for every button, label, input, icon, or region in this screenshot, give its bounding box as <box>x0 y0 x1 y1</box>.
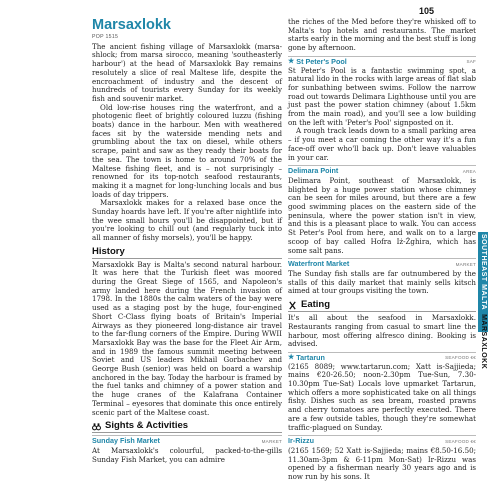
waterfront-market-entry <box>288 258 476 296</box>
binoculars-icon <box>92 422 101 431</box>
eating-heading <box>288 301 476 312</box>
waterfront-market-name: Waterfront Market <box>288 259 350 269</box>
eating-intro: It's all about the seafood in Marsaxlokk. Restaurants ranging from casual to smart line the harbour, most offering alfresco dining. Booking is advised. <box>288 313 476 349</box>
ir-rizzu-entry <box>288 435 476 482</box>
tartarun-name: Tartarun <box>296 352 325 362</box>
st-peters-pool-text-2: A rough track leads down to a small parking area – if you meet a car coming the other way it's a fun face-off over who'll back up. Don't leave valuables in your car. <box>288 126 476 162</box>
delimara-point-text: Delimara Point, southeast of Marsaxlokk, is blighted by a huge power station whose chimney can be seen for miles around, but there are a few good swimming places on the eastern side of the peninsula, where the power station isn't in view, and this is a pleasant place to walk. You can access St Peter's Pool from here, and walk on to a large scoop of bay called Hofra Iż-Żghira, which has some salt pans. <box>288 175 476 255</box>
delimara-point-name: Delimara Point <box>288 166 339 176</box>
ir-rizzu-tag: SEAFOOD €€ <box>445 439 476 445</box>
intro-paragraph-2: Old low-rise houses ring the waterfront, and a photogenic fleet of brightly coloured luzzu (fishing boats) dance in the harbour. Men with weathered faces sit by the waterside mending nets and grumbling about the tax on diesel, while others scrape, paint and saw as they ready their boats for the sea. The town is home to around 70% of the Maltese fishing fleet, and is – not surprisingly – renowned for its top-notch seafood restaurants, making it a magnet for long-lunching locals and bus loads of day trippers. <box>92 102 282 199</box>
st-peters-pool-text-1: St Peter's Pool is a fantastic swimming spot, a natural lido in the rocks with large areas of flat slab for sunbathing between swims. Follow the narrow road out towards Delimara Lighthouse until you are just past the power station chimney (about 1.5km from the main road), and you'll see a low building on the left with 'Peter's Pool' signposted on it. <box>288 65 476 127</box>
tartarun-text: (2165 8089; www.tartarun.com; Xatt is-Sajjieda; mains €20-26.50; noon-2.30pm Tue-Sun, 7.30-10.30pm Tue-Sat) Locals love upmarket Tartarun, which offers a more sophisticated take on all things fishy. Dishes such as sea bream, roasted prawns and cherry tomatoes are perfectly executed. There are a few outside tables, though they're somewhat traffic-plagued on Sunday. <box>288 361 476 432</box>
sunday-fish-market-tag: MARKET <box>261 439 282 445</box>
left-column <box>92 18 282 464</box>
side-tab-town: MARSAXLOKK <box>480 314 487 370</box>
st-peters-pool-entry <box>288 56 476 162</box>
tartarun-entry <box>288 352 476 432</box>
population-label: POP 1515 <box>92 34 119 40</box>
fork-knife-icon <box>288 301 297 310</box>
waterfront-market-text: The Sunday fish stalls are far outnumbered by the stalls of this daily market that mainly sells kitsch aimed at tour groups visiting the town. <box>288 268 476 296</box>
sunday-fish-market-name: Sunday Fish Market <box>92 436 160 446</box>
page-number: 105 <box>418 6 434 16</box>
side-tab-region: SOUTHEAST MALTA <box>480 234 487 311</box>
sights-heading-label: Sights & Activities <box>105 420 189 432</box>
market-continuation: the riches of the Med before they're whisked off to Malta's top hotels and restaurants. The market starts early in the morning and the best stuff is long gone by afternoon. <box>288 17 476 53</box>
delimara-point-tag: AREA <box>462 169 476 175</box>
st-peters-pool-tag: SAF <box>466 58 476 64</box>
history-heading: History <box>92 248 282 259</box>
section-side-tab <box>478 232 488 472</box>
top-choice-star-icon: ★ <box>288 353 295 361</box>
delimara-point-entry <box>288 165 476 255</box>
sunday-fish-market-text: At Marsaxlokk's colourful, packed-to-the-gills Sunday Fish Market, you can admire <box>92 445 282 464</box>
waterfront-market-tag: MARKET <box>455 262 476 268</box>
eating-heading-label: Eating <box>301 299 331 311</box>
right-column <box>288 18 476 482</box>
history-paragraph: Marsaxlokk Bay is Malta's second natural harbour. It was here that the Turkish fleet was moored during the Great Siege of 1565, and Napoleon's army landed here during the French invasion of 1798. In the 1880s the calm waters of the bay were used as a staging post by the huge, four-engined Short C-Class flying boats of Britain's Imperial Airways as they pioneered long-distance air travel to the far-flung corners of the Empire. During WWII Marsaxlokk Bay was the base for the Fleet Air Arm, and in 1989 the famous summit meeting between Soviet and US leaders Mikhail Gorbachev and George Bush (senior) was held on board a warship anchored in the bay. Today the harbour is framed by the fuel tanks and chimney of a power station and the huge cranes of the Kalafrana Container Terminal – eyesores that dominate this once entirely scenic part of the Maltese coast. <box>92 259 282 417</box>
top-choice-star-icon: ★ <box>288 57 295 65</box>
side-tab-text <box>480 234 487 369</box>
sights-heading <box>92 422 282 433</box>
ir-rizzu-text: (2165 1569; 52 Xatt is-Sajjieda; mains €8.50-16.50; 11.30am-3pm & 6-11pm Mon-Sat) Ir-Rizzu was opened by a fisherman nearly 30 years ago and is now run by his sons. It <box>288 445 476 482</box>
tartarun-tag: SEAFOOD €€ <box>445 354 476 360</box>
st-peters-pool-name: St Peter's Pool <box>296 56 347 66</box>
intro-paragraph-3: Marsaxlokk makes for a relaxed base once the Sunday hoards have left. If you're after nightlife into the wee small hours you'll be disappointed, but if you're looking to chill out (and regularly tuck into all manner of fishy morsels), you'll be happy. <box>92 198 282 243</box>
intro-paragraph-1: The ancient fishing village of Marsaxlokk (marsa-shlock; from marsa sirocco, meaning 'southeasterly harbour') at the head of Marsaxlokk Bay remains resolutely a slice of real Maltese life, despite the encroachment of industry and the descent of hundreds of tourists every Sunday for its weekly fish and souvenir market. <box>92 41 282 103</box>
ir-rizzu-name: Ir-Rizzu <box>288 436 314 446</box>
town-title: Marsaxlokk <box>92 17 171 33</box>
